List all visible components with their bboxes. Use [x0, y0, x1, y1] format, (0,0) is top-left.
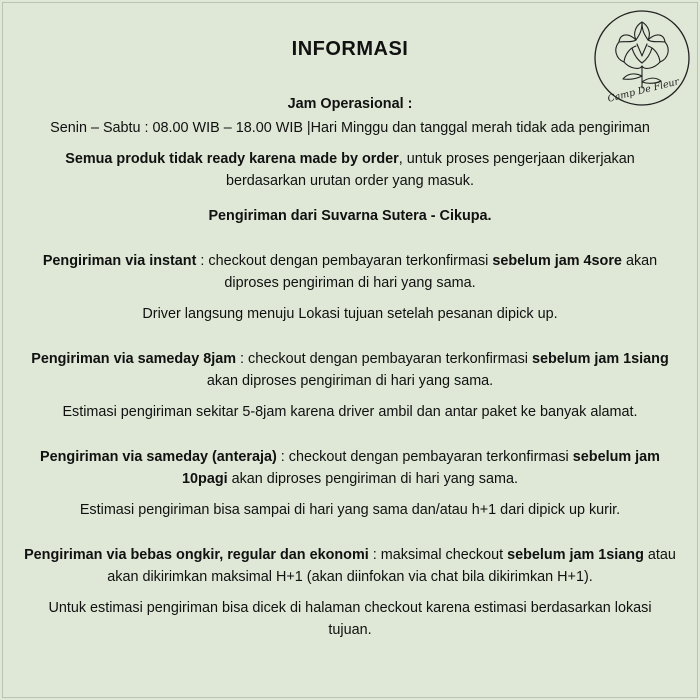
page-title: INFORMASI [291, 38, 409, 60]
hours-text: Senin – Sabtu : 08.00 WIB – 18.00 WIB |Hari Minggu dan tanggal merah tidak ada pengiriman [50, 120, 650, 136]
sameday8-info: Pengiriman via sameday 8jam : checkout dengan pembayaran terkonfirmasi sebelum jam 1siang akan diproses pengiriman di hari yang sama. [31, 351, 669, 389]
regular-note: Untuk estimasi pengiriman bisa dicek di halaman checkout karena estimasi berdasarkan lokasi tujuan. [48, 600, 652, 638]
order-note: Semua produk tidak ready karena made by order, untuk proses pengerjaan dikerjakan berdasarkan urutan order yang masuk. [65, 151, 635, 189]
anteraja-info: Pengiriman via sameday (anteraja) : checkout dengan pembayaran terkonfirmasi sebelum jam 10pagi akan diproses pengiriman di hari yang sama. [40, 449, 660, 487]
anteraja-note: Estimasi pengiriman bisa sampai di hari yang sama dan/atau h+1 dari dipick up kurir. [79, 502, 621, 518]
sameday8-note: Estimasi pengiriman sekitar 5-8jam karena driver ambil dan antar paket ke banyak alamat. [62, 404, 638, 420]
origin-text: Pengiriman dari Suvarna Sutera - Cikupa. [208, 208, 492, 224]
regular-info: Pengiriman via bebas ongkir, regular dan ekonomi : maksimal checkout sebelum jam 1siang atau akan dikirimkan maksimal H+1 (akan diinfokan via chat bila dikirimkan H+1). [24, 547, 676, 585]
hours-label: Jam Operasional : [287, 96, 413, 112]
logo-text: Camp De Fleur [606, 76, 681, 105]
instant-note: Driver langsung menuju Lokasi tujuan setelah pesanan dipick up. [142, 306, 558, 322]
instant-info: Pengiriman via instant : checkout dengan pembayaran terkonfirmasi sebelum jam 4sore akan diproses pengiriman di hari yang sama. [42, 253, 658, 291]
info-content [18, 93, 682, 641]
